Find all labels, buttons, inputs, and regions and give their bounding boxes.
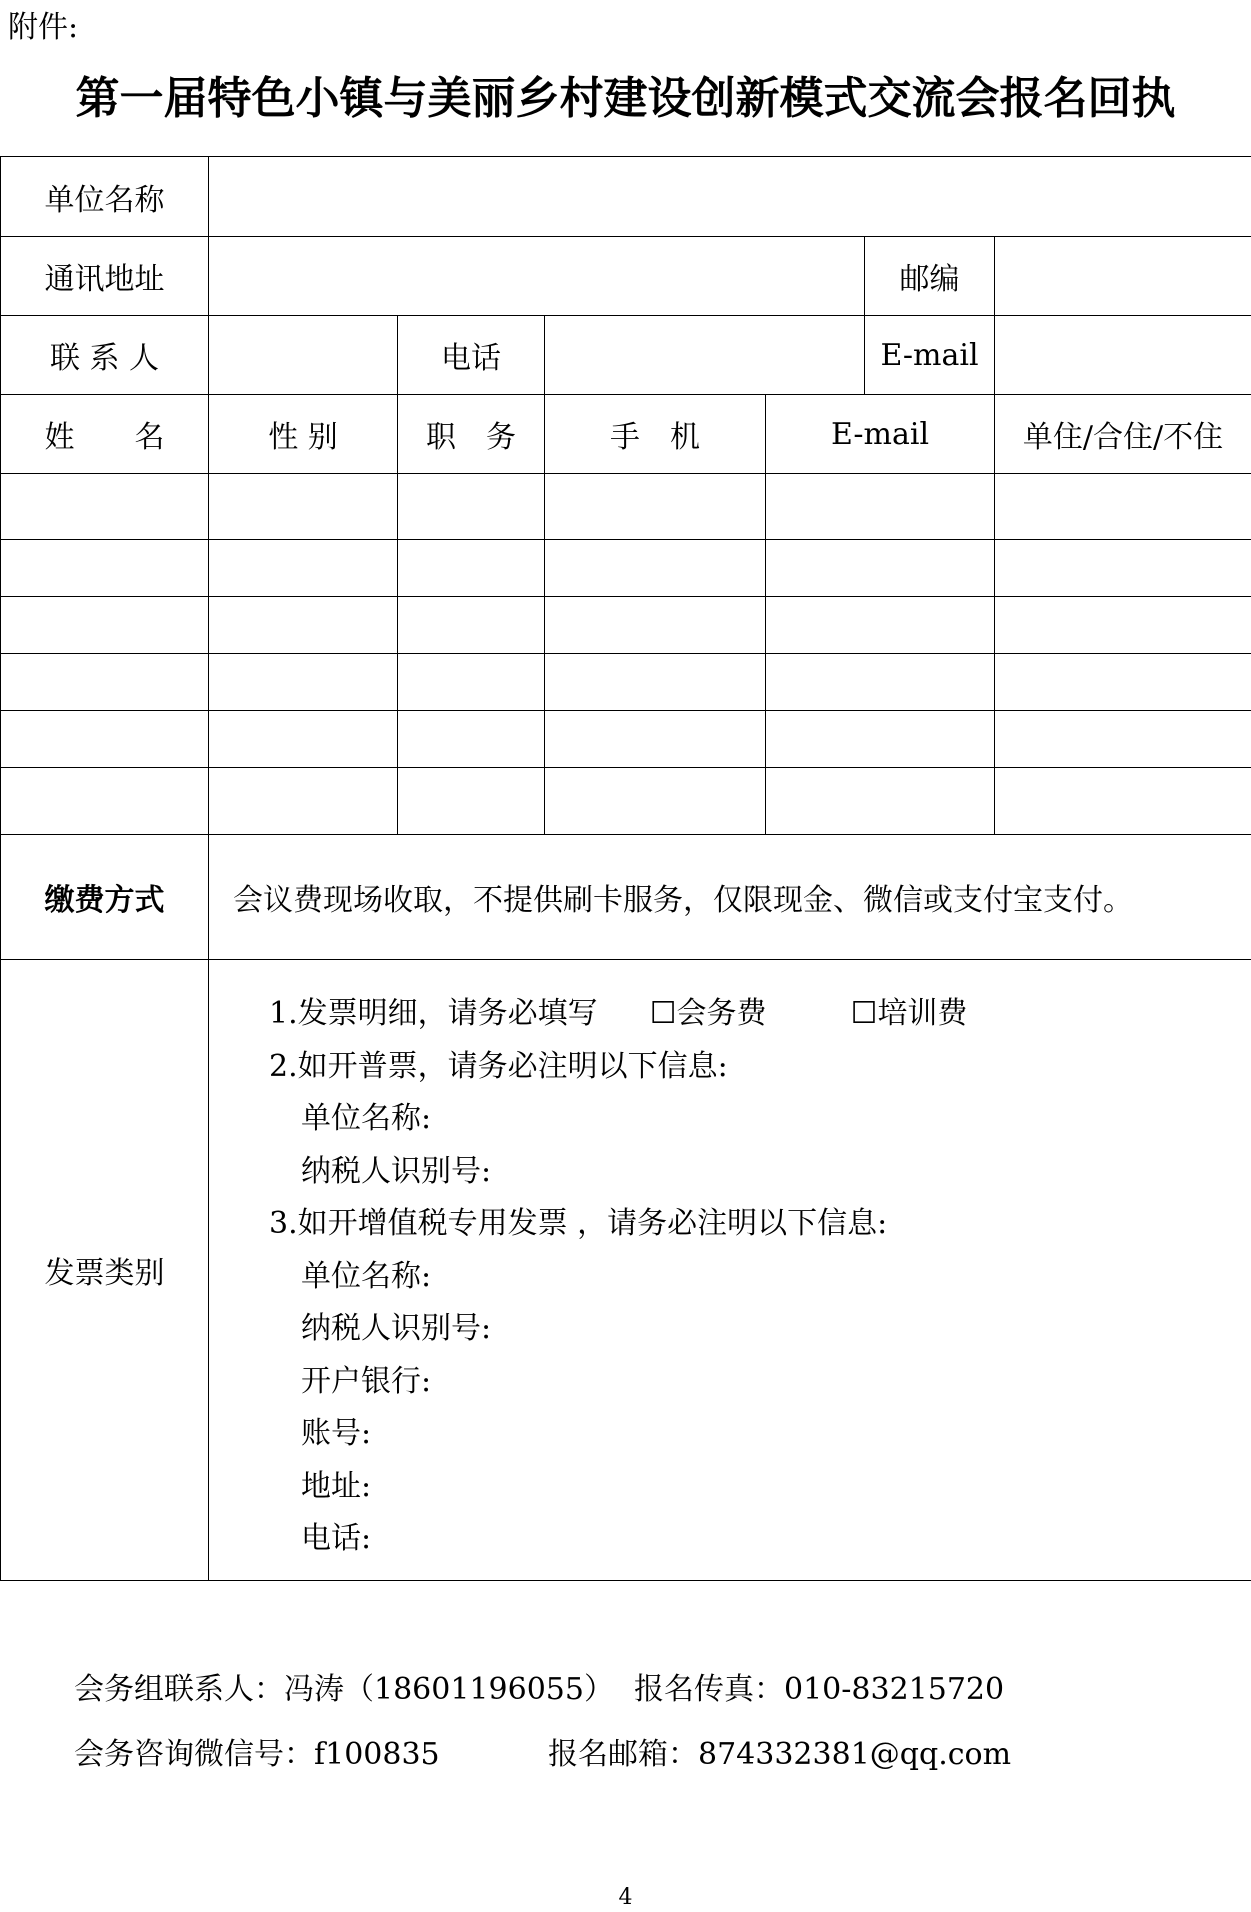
- contact-label: 联 系 人: [1, 316, 209, 395]
- page-number: 4: [618, 1885, 633, 1910]
- gender-cell[interactable]: [209, 474, 398, 540]
- position-cell[interactable]: [398, 654, 545, 711]
- payment-label: 缴费方式: [1, 835, 209, 960]
- mobile-cell[interactable]: [545, 540, 766, 597]
- name-cell[interactable]: [1, 768, 209, 835]
- name-cell[interactable]: [1, 474, 209, 540]
- position-cell[interactable]: [398, 540, 545, 597]
- invoice-details: [209, 960, 1251, 1581]
- email-cell[interactable]: [766, 768, 995, 835]
- invoice-field: 账号:: [301, 1416, 372, 1451]
- email-cell[interactable]: [766, 597, 995, 654]
- mobile-cell[interactable]: [545, 654, 766, 711]
- contact-field[interactable]: [209, 316, 398, 395]
- postcode-label: 邮编: [865, 237, 995, 316]
- footer-fax: 报名传真：010-83215720: [634, 1672, 1005, 1707]
- lodging-cell[interactable]: [995, 540, 1251, 597]
- postcode-field[interactable]: [995, 237, 1251, 316]
- invoice-field: 单位名称:: [301, 1258, 432, 1294]
- invoice-field: 开户银行:: [301, 1363, 432, 1399]
- email-cell[interactable]: [766, 654, 995, 711]
- gender-cell[interactable]: [209, 711, 398, 768]
- option-training-fee: 培训费: [877, 996, 968, 1031]
- invoice-line-3: 3.如开增值税专用发票 ，请务必注明以下信息:: [269, 1206, 888, 1241]
- col-header-email: E-mail: [766, 395, 995, 474]
- footer-contact: 会务组联系人：冯涛（18601196055）: [74, 1672, 614, 1707]
- invoice-line-2: 2.如开普票，请务必注明以下信息:: [269, 1048, 728, 1084]
- position-cell[interactable]: [398, 597, 545, 654]
- org-name-field[interactable]: [209, 157, 1251, 237]
- lodging-cell[interactable]: [995, 597, 1251, 654]
- col-header-gender: 性 别: [209, 395, 398, 474]
- payment-text: 会议费现场收取，不提供刷卡服务，仅限现金、微信或支付宝支付。: [209, 835, 1251, 960]
- address-label: 通讯地址: [1, 237, 209, 316]
- gender-cell[interactable]: [209, 768, 398, 835]
- option-meeting-fee: 会务费: [676, 996, 767, 1031]
- table-row: [1, 597, 1251, 654]
- gender-cell[interactable]: [209, 540, 398, 597]
- name-cell[interactable]: [1, 711, 209, 768]
- position-cell[interactable]: [398, 768, 545, 835]
- name-cell[interactable]: [1, 654, 209, 711]
- invoice-line-1: [269, 988, 1251, 1041]
- attachment-label: 附件:: [8, 10, 79, 45]
- gender-cell[interactable]: [209, 654, 398, 711]
- col-header-name: 姓 名: [1, 395, 209, 474]
- table-row: [1, 768, 1251, 835]
- email-label: E-mail: [865, 316, 995, 395]
- lodging-cell[interactable]: [995, 768, 1251, 835]
- mobile-cell[interactable]: [545, 711, 766, 768]
- name-cell[interactable]: [1, 597, 209, 654]
- checkbox-training-fee[interactable]: ☐: [850, 996, 878, 1031]
- address-field[interactable]: [209, 237, 865, 316]
- gender-cell[interactable]: [209, 597, 398, 654]
- invoice-label: 发票类别: [1, 960, 209, 1581]
- position-cell[interactable]: [398, 711, 545, 768]
- col-header-lodging: 单住/合住/不住: [995, 395, 1251, 474]
- mobile-cell[interactable]: [545, 768, 766, 835]
- mobile-cell[interactable]: [545, 474, 766, 540]
- registration-form: [0, 156, 1251, 1581]
- lodging-cell[interactable]: [995, 654, 1251, 711]
- email-cell[interactable]: [766, 540, 995, 597]
- lodging-cell[interactable]: [995, 711, 1251, 768]
- name-cell[interactable]: [1, 540, 209, 597]
- invoice-field: 地址:: [301, 1468, 372, 1504]
- email-field[interactable]: [995, 316, 1251, 395]
- invoice-line-1-text: 1.发票明细，请务必填写: [269, 996, 598, 1031]
- email-cell[interactable]: [766, 474, 995, 540]
- invoice-field: 纳税人识别号:: [301, 1153, 492, 1189]
- footer-wechat: 会务咨询微信号：f100835: [74, 1737, 440, 1772]
- invoice-field: 单位名称:: [301, 1101, 432, 1136]
- mobile-cell[interactable]: [545, 597, 766, 654]
- phone-field[interactable]: [545, 316, 865, 395]
- col-header-mobile: 手 机: [545, 395, 766, 474]
- table-row: [1, 711, 1251, 768]
- checkbox-meeting-fee[interactable]: ☐: [649, 996, 677, 1031]
- table-row: [1, 540, 1251, 597]
- invoice-field: 电话:: [301, 1521, 372, 1556]
- page-title: 第一届特色小镇与美丽乡村建设创新模式交流会报名回执: [75, 73, 1176, 124]
- col-header-position: 职 务: [398, 395, 545, 474]
- lodging-cell[interactable]: [995, 474, 1251, 540]
- table-row: [1, 654, 1251, 711]
- org-name-label: 单位名称: [1, 157, 209, 237]
- position-cell[interactable]: [398, 474, 545, 540]
- email-cell[interactable]: [766, 711, 995, 768]
- invoice-field: 纳税人识别号:: [301, 1311, 492, 1346]
- phone-label: 电话: [398, 316, 545, 395]
- table-row: [1, 474, 1251, 540]
- footer-email: 报名邮箱：874332381@qq.com: [548, 1737, 1012, 1772]
